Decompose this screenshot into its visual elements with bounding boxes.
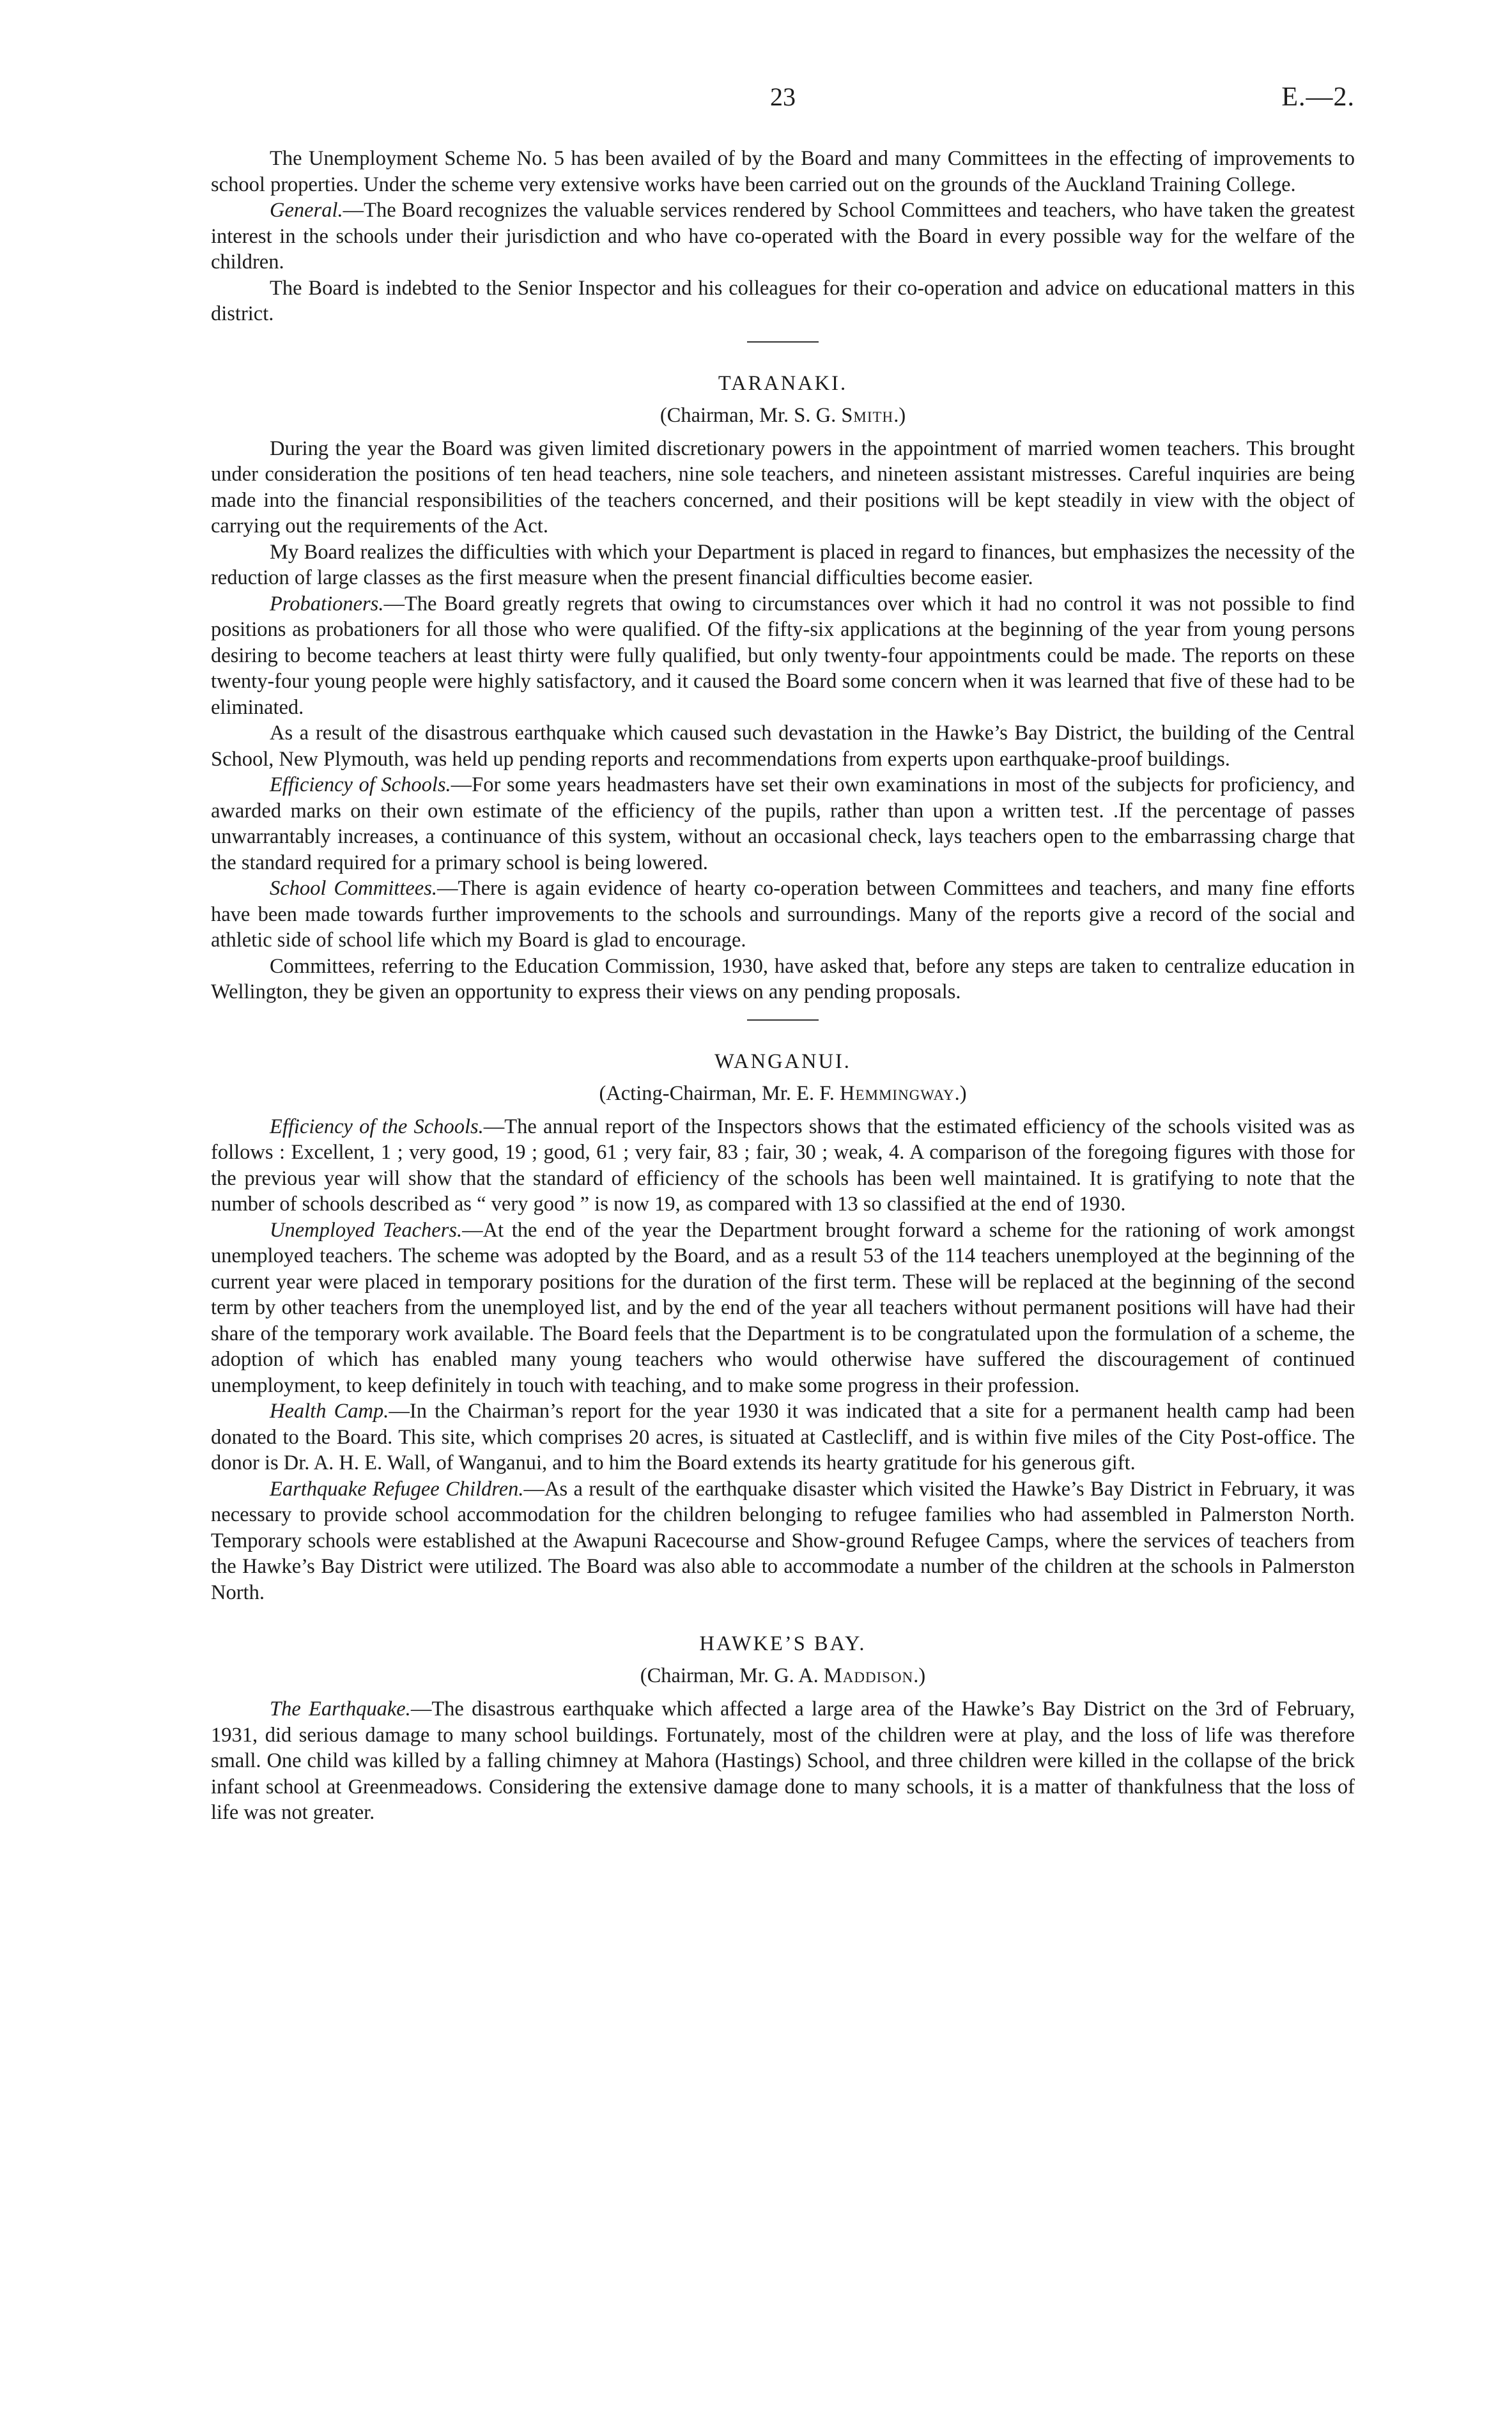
paragraph-text: —The annual report of the Inspectors shows that the estimated efficiency of the schools visited was as follows : Excellent, 1 ; very good, 19 ; good, 61 ; very fair, 83 ; fair, 30 ; weak, 4. A comparison of the foregoing figures with those for the previous year will show that the standard of efficiency of the schools has been well maintained. It is gratifying to note that the number of schools described as “ very good ” is now 19, as compared with 13 so classified at the end of 1930.: [211, 1115, 1355, 1216]
section-chairman: (Chairman, Mr. S. G. Smith.): [660, 403, 906, 427]
paragraph: [211, 954, 1355, 1005]
paragraph-text: As a result of the disastrous earthquake which caused such devastation in the Hawke’s Bay District, the building of the Central School, New Plymouth, was held up pending reports and recommendations from experts upon earthquake-proof buildings.: [211, 722, 1355, 771]
paragraph: [211, 539, 1355, 591]
paragraph-text: —The Board recognizes the valuable services rendered by School Committees and teachers, who have taken the greatest interest in the schools under their jurisdiction and who have co-operated with the Board in every possible way for the welfare of the children.: [211, 199, 1355, 274]
paragraph: [211, 146, 1355, 197]
paragraph-text: The Board is indebted to the Senior Inspector and his colleagues for their co-operation and advice on educational matters in this district.: [211, 276, 1355, 325]
paragraph-heading: Earthquake Refugee Children.: [270, 1477, 524, 1501]
page-header: [211, 0, 1355, 112]
paragraph-text: —In the Chairman’s report for the year 1930 it was indicated that a site for a permanent health camp had been donated to the Board. This site, which comprises 20 acres, is situated at Castlecliff, and is within five miles of the City Post-office. The donor is Dr. A. H. E. Wall, of Wanganui, and to him the Board extends its hearty gratitude for his generous gift.: [211, 1400, 1355, 1474]
paragraph-text: —As a result of the earthquake disaster which visited the Hawke’s Bay District in February, it was necessary to provide school accommodation for the children belonging to refugee families who had assembled in Palmerston North. Temporary schools were established at the Awapuni Racecourse and Show-ground Refugee Camps, where the services of teachers from the Hawke’s Bay District were utilized. The Board was also able to accommodate a number of the children at the schools in Palmerston North.: [211, 1477, 1355, 1604]
hawkes-bay-section: [211, 1631, 1355, 1826]
paragraph-heading: Efficiency of Schools.: [270, 773, 451, 796]
paragraph-heading: Health Camp.: [270, 1400, 389, 1423]
section-title: WANGANUI.: [714, 1049, 851, 1073]
section-title: TARANAKI.: [718, 371, 848, 395]
paragraph: [211, 591, 1355, 721]
section-chairman: (Acting-Chairman, Mr. E. F. Hemmingway.): [599, 1081, 967, 1105]
paragraph-heading: School Committees.: [270, 877, 437, 900]
paragraph: [211, 1476, 1355, 1606]
paragraph: [211, 1696, 1355, 1826]
paragraph-text: —There is again evidence of hearty co-operation between Committees and teachers, and many fine efforts have been made towards further improvements to the schools and surroundings. Many of the reports give a record of the social and athletic side of school life which my Board is glad to encourage.: [211, 877, 1355, 952]
section-spacer: [211, 1605, 1355, 1631]
section-chairman: (Chairman, Mr. G. A. Maddison.): [640, 1664, 926, 1687]
paragraph: [211, 1114, 1355, 1218]
paragraph-text: The Unemployment Scheme No. 5 has been availed of by the Board and many Committees in the effecting of improvements to school properties. Under the scheme very extensive works have been carried out on the grounds of the Auckland Training College.: [211, 147, 1355, 196]
paragraph-text: —For some years headmasters have set their own examinations in most of the subjects for proficiency, and awarded marks on their own estimate of the efficiency of the pupils, rather than upon a written test. .If the percentage of passes unwarrantably increases, a continuance of this system, without an occasional check, lays teachers open to the embarrassing charge that the standard required for a primary school is being lowered.: [211, 773, 1355, 874]
paragraph-heading: General.: [270, 199, 343, 222]
paragraph: [211, 1218, 1355, 1399]
paragraph: [211, 1398, 1355, 1476]
paragraph-text: My Board realizes the difficulties with which your Department is placed in regard to finances, but emphasizes the necessity of the reduction of large classes as the first measure when the present financial difficulties become easier.: [211, 540, 1355, 589]
paragraph: [211, 772, 1355, 876]
section-divider: [747, 341, 819, 343]
paragraph: [211, 275, 1355, 327]
paragraph-heading: Efficiency of the Schools.: [270, 1115, 484, 1138]
paragraph-text: —The disastrous earthquake which affected a large area of the Hawke’s Bay District on the 3rd of February, 1931, did serious damage to many school buildings. Fortunately, most of the children were at play, and the loss of life was therefore small. One child was killed by a falling chimney at Mahora (Hastings) School, and three children were killed in the collapse of the brick infant school at Greenmeadows. Considering the extensive damage done to many schools, it is a matter of thankfulness that the loss of life was not greater.: [211, 1697, 1355, 1824]
paragraph: [211, 197, 1355, 275]
paragraph-heading: Unemployed Teachers.: [270, 1218, 463, 1242]
paragraph-text: During the year the Board was given limited discretionary powers in the appointment of married women teachers. This brought under consideration the positions of ten head teachers, nine sole teachers, and nineteen assistant mistresses. Careful inquiries are being made into the financial responsibilities of the teachers concerned, and their positions will be kept steadily in view with the object of carrying out the requirements of the Act.: [211, 437, 1355, 537]
taranaki-section: [211, 371, 1355, 1005]
document-body: [211, 146, 1355, 1826]
paragraph-text: Committees, referring to the Education Commission, 1930, have asked that, before any steps are taken to centralize education in Wellington, they be given an opportunity to express their views on any pending proposals.: [211, 954, 1355, 1003]
document-reference: E.—2.: [1281, 82, 1355, 112]
wanganui-section: [211, 1049, 1355, 1606]
paragraph-heading: Probationers.: [270, 592, 384, 615]
paragraph: [211, 436, 1355, 539]
paragraph-text: —At the end of the year the Department brought forward a scheme for the rationing of work amongst unemployed teachers. The scheme was adopted by the Board, and as a result 53 of the 114 teachers unemployed at the beginning of the current year were placed in temporary positions for the duration of the first term. These will be replaced at the beginning of the second term by other teachers from the unemployed list, and by the end of the year all teachers without permanent positions will have had their share of the temporary work available. The Board feels that the Department is to be congratulated upon the formulation of a scheme, the adoption of which has enabled many young teachers who would otherwise have suffered the discouragement of continued unemployment, to keep definitely in touch with teaching, and to make some progress in their profession.: [211, 1218, 1355, 1397]
paragraph-heading: The Earthquake.: [270, 1697, 411, 1720]
page-number: 23: [770, 82, 796, 111]
document-page: [211, 0, 1355, 1824]
paragraph-text: —The Board greatly regrets that owing to circumstances over which it had no control it was not possible to find positions as probationers for all those who were qualified. Of the fifty-six applications at the beginning of the year from young persons desiring to become teachers at least thirty were fully qualified, but only twenty-four appointments could be made. The reports on these twenty-four young people were highly satisfactory, and it caused the Board some concern when it was learned that five of these had to be eliminated.: [211, 592, 1355, 719]
paragraph: [211, 720, 1355, 772]
section-divider: [747, 1019, 819, 1021]
paragraph: [211, 876, 1355, 954]
intro-section: [211, 146, 1355, 327]
section-title: HAWKE’S BAY.: [699, 1632, 867, 1655]
